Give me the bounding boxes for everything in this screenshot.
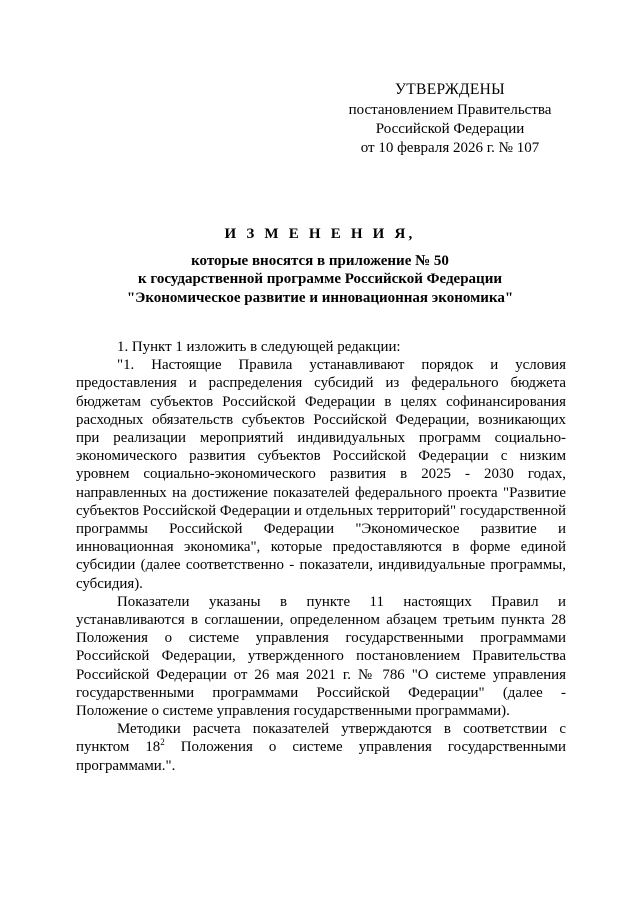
document-title: И З М Е Н Е Н И Я, [224, 226, 416, 242]
approval-stamp: УТВЕРЖДЕНЫ [395, 81, 505, 98]
paragraph-1: 1. Пункт 1 изложить в следующей редакции: [117, 339, 401, 355]
paragraph-2: "1. Настоящие Правила устанавливают порядок и условия предоставления и распределения субсидий из федерального бюджета бюджетам субъектов Российской Федерации в целях софинансирования расходных обязательств субъектов Российской Федерации, возникающих при реализации мероприятий индивидуальных программ социально-экономического развития субъектов Российской Федерации с низким уровнем социально-экономического развития в 2025 - 2030 годах, направленных на достижение показателей федерального проекта "Развитие субъектов Российской Федерации и отдельных территорий" государственной программы Российской Федерации "Экономическое развитие и инновационная экономика", которые предоставляются в форме единой субсидии (далее соответственно - показатели, индивидуальные программы, субсидия). [76, 357, 566, 592]
approval-line-3: от 10 февраля 2026 г. № 107 [360, 140, 540, 156]
superscript-index: 2 [160, 737, 165, 748]
approval-block [330, 80, 570, 158]
paragraph-3: Показатели указаны в пункте 11 настоящих Правил и устанавливаются в соглашении, определенном абзацем третьим пункта 28 Положения о системе управления государственными программами Российской Федерации, утвержденного постановлением Правительства Российской Федерации от 26 мая 2021 г. № 786 "О системе управления государственными программами Российской Федерации" (далее - Положение о системе управления государственными программами). [76, 593, 566, 720]
document-body [76, 338, 566, 775]
heading-line-2: к государственной программе Российской Федерации [138, 271, 502, 287]
paragraph-4-start: Методики расчета показателей утверждаются в соответствии с пунктом 18 [76, 721, 566, 756]
heading-line-3: "Экономическое развитие и инновационная экономика" [126, 289, 514, 306]
paragraph-4 [76, 720, 566, 775]
heading-line-1: которые вносятся в приложение № 50 [191, 252, 449, 269]
approval-line-2: Российской Федерации [375, 121, 525, 137]
document-heading [70, 225, 570, 307]
approval-line-1: постановлением Правительства [348, 102, 552, 118]
paragraph-4-end: Положения о системе управления государственными программами.". [76, 739, 566, 774]
